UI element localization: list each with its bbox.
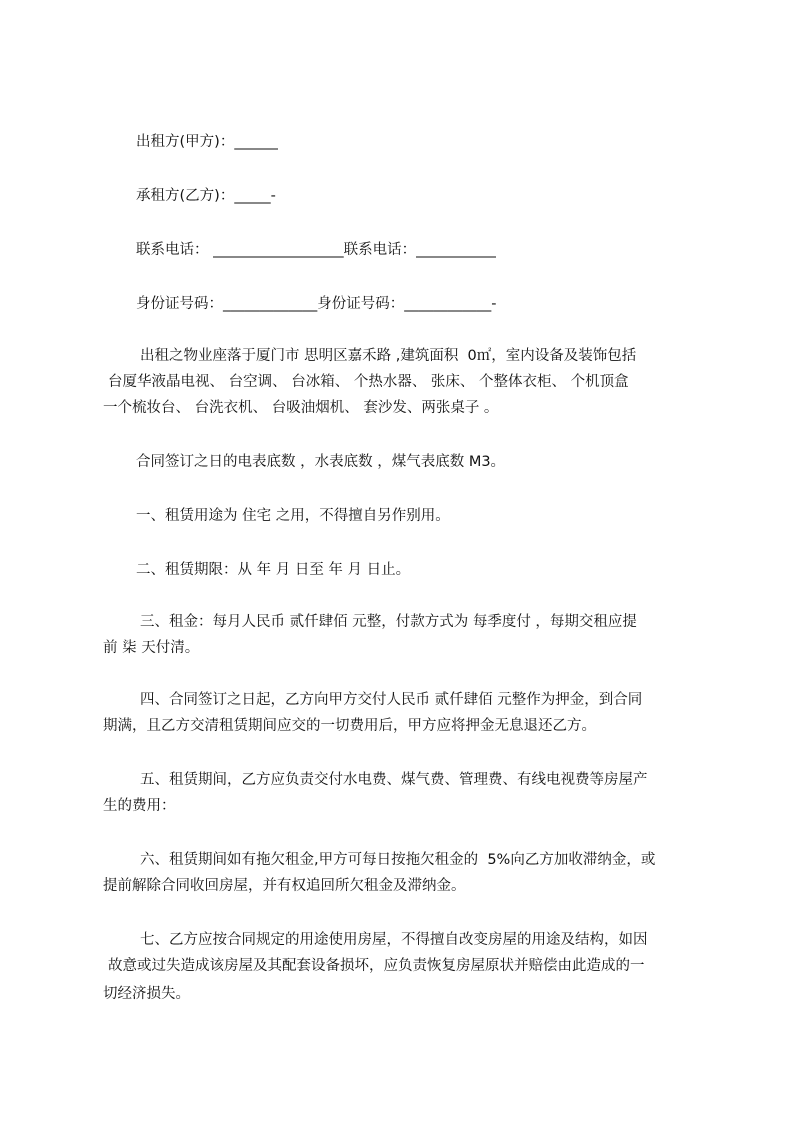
clause-5-fees-line-2: 生的费用： — [103, 798, 176, 814]
property-paragraph-line-3: 一个梳妆台、 台洗衣机、 台吸油烟机、 套沙发、两张桌子 。 — [103, 400, 499, 416]
clause-4-deposit-line-2: 期满，且乙方交清租赁期间应交的一切费用后，甲方应将押金无息退还乙方。 — [103, 718, 596, 734]
clause-7-usage-line-2: 故意或过失造成该房屋及其配套设备损坏，应负责恢复房屋原状并赔偿由此造成的一 — [108, 958, 645, 974]
lessee-line: 承租方(乙方)：_____- — [136, 188, 276, 204]
clause-7-usage-line-3: 切经济损失。 — [103, 986, 190, 1002]
clause-3-rent-line-1: 三、租金：每月人民币 贰仟肆佰 元整，付款方式为 每季度付 ，每期交租应提 — [140, 614, 637, 630]
clause-5-fees-line-1: 五、租赁期间，乙方应负责交付水电费、煤气费、管理费、有线电视费等房屋产 — [140, 772, 648, 788]
clause-4-deposit-line-1: 四、合同签订之日起，乙方向甲方交付人民币 贰仟肆佰 元整作为押金，到合同 — [140, 692, 643, 708]
lessor-line: 出租方(甲方)：______ — [136, 134, 278, 150]
meter-readings-line: 合同签订之日的电表底数 ，水表底数 ，煤气表底数 M3。 — [136, 454, 506, 470]
clause-7-usage-line-1: 七、乙方应按合同规定的用途使用房屋，不得擅自改变房屋的用途及结构，如因 — [140, 932, 648, 948]
phone-line: 联系电话： __________________联系电话：___________ — [136, 242, 496, 258]
clause-1-purpose: 一、租赁用途为 住宅 之用，不得擅自另作别用。 — [136, 508, 450, 524]
clause-2-term: 二、租赁期限：从 年 月 日至 年 月 日止。 — [136, 562, 411, 578]
clause-6-late-fee-line-1: 六、租赁期间如有拖欠租金,甲方可每日按拖欠租金的 5%向乙方加收滞纳金，或 — [140, 852, 656, 868]
clause-6-late-fee-line-2: 提前解除合同收回房屋，并有权追回所欠租金及滞纳金。 — [103, 878, 466, 894]
property-paragraph-line-2: 台厦华液晶电视、 台空调、 台冰箱、 个热水器、 张床、 个整体衣柜、 个机顶盒 — [108, 374, 629, 390]
clause-3-rent-line-2: 前 柒 天付清。 — [103, 640, 200, 656]
property-paragraph-line-1: 出租之物业座落于厦门市 思明区嘉禾路 ,建筑面积 0㎡，室内设备及装饰包括 — [140, 348, 637, 364]
id-number-line: 身份证号码：_____________身份证号码：____________- — [136, 296, 497, 312]
